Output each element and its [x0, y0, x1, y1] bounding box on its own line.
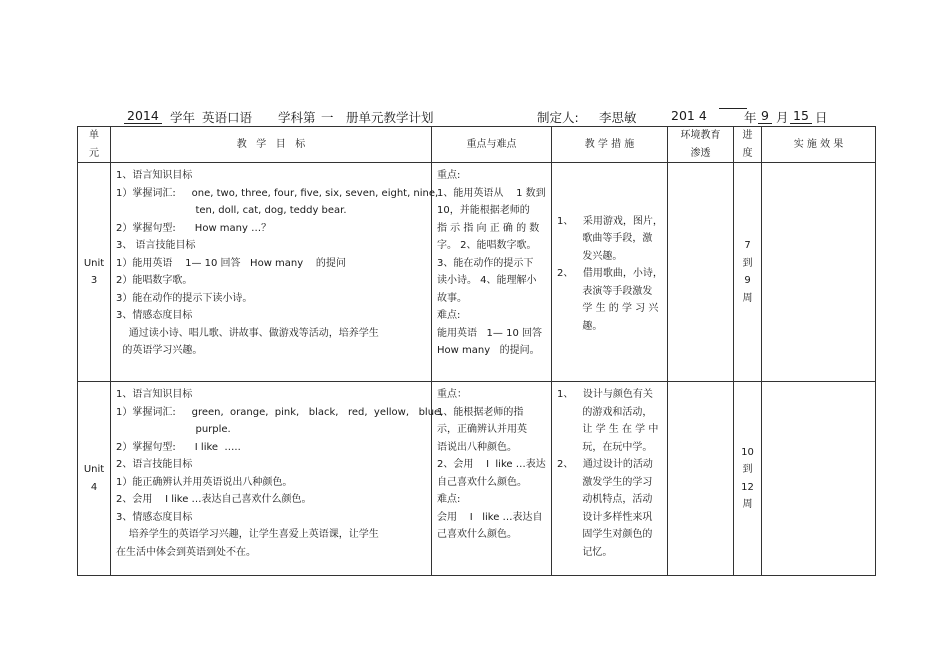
progress-line: 周: [742, 499, 753, 510]
measure-line: 1、 采用游戏，图片，: [557, 215, 663, 227]
subject-suffix: 学科第: [278, 110, 316, 125]
goal-line: 1）掌握词汇: green, orange, pink, black, red, yellow, blue,: [116, 406, 444, 418]
goals-cell: [111, 163, 439, 382]
goal-line: 2、会用 I like …表达自己喜欢什么颜色。: [116, 494, 312, 505]
goal-line: 2）掌握句型: I like …..: [116, 441, 241, 453]
measure-line: 动机特点，活动: [557, 494, 653, 505]
measure-line: 发兴趣。: [557, 250, 623, 262]
col-header-measures: 教 学 措 施: [552, 127, 668, 163]
col-header-environment-line: 渗透: [690, 147, 711, 159]
measure-line: 设计多样性来巩: [557, 511, 653, 523]
table-row: [78, 382, 876, 576]
goal-line: 3）能在动作的提示下读小诗。: [116, 292, 253, 304]
key-point-line: 1、能用英语从 1 数到: [437, 187, 546, 199]
date-year: 201 4: [671, 108, 707, 123]
key-point-line: 难点:: [437, 494, 461, 505]
col-header-goals: 教 学 目 标: [111, 127, 432, 163]
measure-line: 1、 设计与颜色有关: [557, 389, 653, 400]
measure-line: 固学生对颜色的: [557, 529, 653, 540]
unit-label: Unit: [83, 464, 105, 475]
goal-line: 3、情感态度目标: [116, 511, 193, 523]
date-day: 15: [790, 108, 812, 124]
effect-cell: [762, 163, 876, 382]
goal-line: 3、 语言技能目标: [116, 240, 196, 251]
book-suffix: 册单元教学计划: [346, 110, 434, 125]
col-header-key-points: 重点与难点: [432, 127, 552, 163]
progress-line: 到: [742, 257, 753, 269]
measures-cell: [552, 163, 668, 382]
key-point-line: 指 示 指 向 正 确 的 数: [437, 222, 540, 234]
key-point-line: 1、能根据老师的指: [437, 406, 524, 418]
col-header-progress-line: 度: [742, 147, 753, 159]
key-point-line: 故事。: [437, 292, 467, 304]
measure-line: 趣。: [557, 320, 603, 332]
school-year-suffix: 学年: [170, 110, 196, 125]
measure-line: 表演等手段激发: [557, 285, 653, 297]
goal-line: 1）能正确辨认并用英语说出八种颜色。: [116, 476, 293, 488]
unit-cell: [78, 382, 111, 576]
goal-line: 在生活中体会到英语到处不在。: [116, 546, 256, 558]
day-char: 日: [815, 110, 828, 125]
progress-cell: [734, 382, 762, 576]
progress-line: 10: [741, 446, 754, 458]
goal-line: 1、语言知识目标: [116, 389, 193, 400]
environment-cell: [668, 382, 734, 576]
subject-name: 英语口语: [199, 108, 255, 127]
unit-number: 4: [90, 481, 98, 493]
table-header-row: [78, 127, 876, 163]
col-header-unit-line: 元: [89, 147, 99, 159]
progress-line: 9: [744, 275, 751, 286]
col-header-unit-line: 单: [89, 130, 99, 141]
goal-line: 2）掌握句型: How many …？: [116, 222, 272, 234]
measure-line: 的游戏和活动，: [557, 406, 653, 418]
goals-cell: [111, 382, 444, 576]
goal-line: 培养学生的英语学习兴趣，让学生喜爱上英语课，让学生: [116, 529, 379, 540]
measure-line: 歌曲等手段，激: [557, 233, 653, 245]
col-header-unit: [78, 127, 111, 163]
key-points-cell: [432, 163, 552, 382]
unit-label: Unit: [83, 257, 105, 269]
goal-line: 1）能用英语 1— 10 回答 How many 的提问: [116, 257, 346, 269]
month-char: 月: [776, 110, 789, 125]
year-blank: [719, 108, 747, 109]
goal-line: purple.: [116, 424, 231, 435]
key-point-line: 3、能在动作的提示下: [437, 257, 534, 269]
progress-line: 周: [742, 292, 753, 304]
key-point-line: 语说出八种颜色。: [437, 441, 517, 453]
author-label: 制定人:: [537, 110, 579, 125]
measures-cell: [552, 382, 668, 576]
book-number: 一: [318, 108, 337, 127]
key-point-line: 重点：: [437, 389, 467, 400]
author-name: 李思敏: [589, 108, 647, 127]
col-header-environment-line: 环境教育: [680, 130, 721, 141]
key-point-line: 字。 2、能唱数字歌。: [437, 240, 537, 251]
measure-line: 记忆。: [557, 546, 613, 558]
measure-line: 学 生 的 学 习 兴: [557, 303, 659, 315]
col-header-progress-line: 进: [742, 130, 753, 141]
key-point-line: 难点:: [437, 310, 461, 321]
goal-line: 2）能唱数字歌。: [116, 275, 193, 286]
school-year: 2014: [124, 108, 162, 124]
measure-line: 激发学生的学习: [557, 476, 653, 488]
col-header-progress: [734, 127, 762, 163]
unit-number: 3: [90, 275, 98, 286]
effect-cell: [762, 382, 876, 576]
key-point-line: How many 的提问。: [437, 345, 540, 356]
date-month: 9: [758, 108, 772, 124]
key-point-line: 2、会用 I like …表达: [437, 459, 546, 470]
year-char: 年: [744, 110, 757, 125]
key-point-line: 己喜欢什么颜色。: [437, 529, 517, 540]
key-points-cell: [432, 382, 552, 576]
col-header-effect: 实 施 效 果: [762, 127, 876, 163]
measure-line: 让 学 生 在 学 中: [557, 424, 659, 435]
environment-cell: [668, 163, 734, 382]
goal-line: ten, doll, cat, dog, teddy bear.: [116, 205, 347, 216]
goal-line: 1）掌握词汇: one, two, three, four, five, six, seven, eight, nine,: [116, 187, 439, 199]
unit-plan-table: [77, 126, 876, 576]
goal-line: 3、情感态度目标: [116, 310, 193, 321]
goal-line: 的英语学习兴趣。: [116, 345, 203, 356]
col-header-environment: [668, 127, 734, 163]
progress-line: 到: [742, 464, 753, 475]
key-point-line: 读小诗。 4、能理解小: [437, 275, 537, 286]
unit-cell: [78, 163, 111, 382]
measure-line: 玩，在玩中学。: [557, 441, 653, 453]
table-row: [78, 163, 876, 382]
key-point-line: 会用 I like …表达自: [437, 511, 543, 523]
goal-line: 通过读小诗、唱儿歌、讲故事、做游戏等活动，培养学生: [116, 327, 379, 339]
progress-cell: [734, 163, 762, 382]
key-point-line: 重点:: [437, 170, 461, 181]
key-point-line: 10，并能根据老师的: [437, 205, 530, 216]
key-point-line: 示，正确辨认并用英: [437, 424, 527, 435]
goal-line: 2、语言技能目标: [116, 459, 193, 470]
key-point-line: 能用英语 1— 10 回答: [437, 327, 542, 339]
progress-line: 12: [741, 481, 754, 493]
measure-line: 2、 通过设计的活动: [557, 459, 653, 470]
measure-line: 2、 借用歌曲，小诗，: [557, 268, 663, 280]
key-point-line: 自己喜欢什么颜色。: [437, 476, 527, 488]
goal-line: 1、语言知识目标: [116, 170, 193, 181]
progress-line: 7: [744, 240, 751, 251]
plan-header: [0, 108, 950, 126]
